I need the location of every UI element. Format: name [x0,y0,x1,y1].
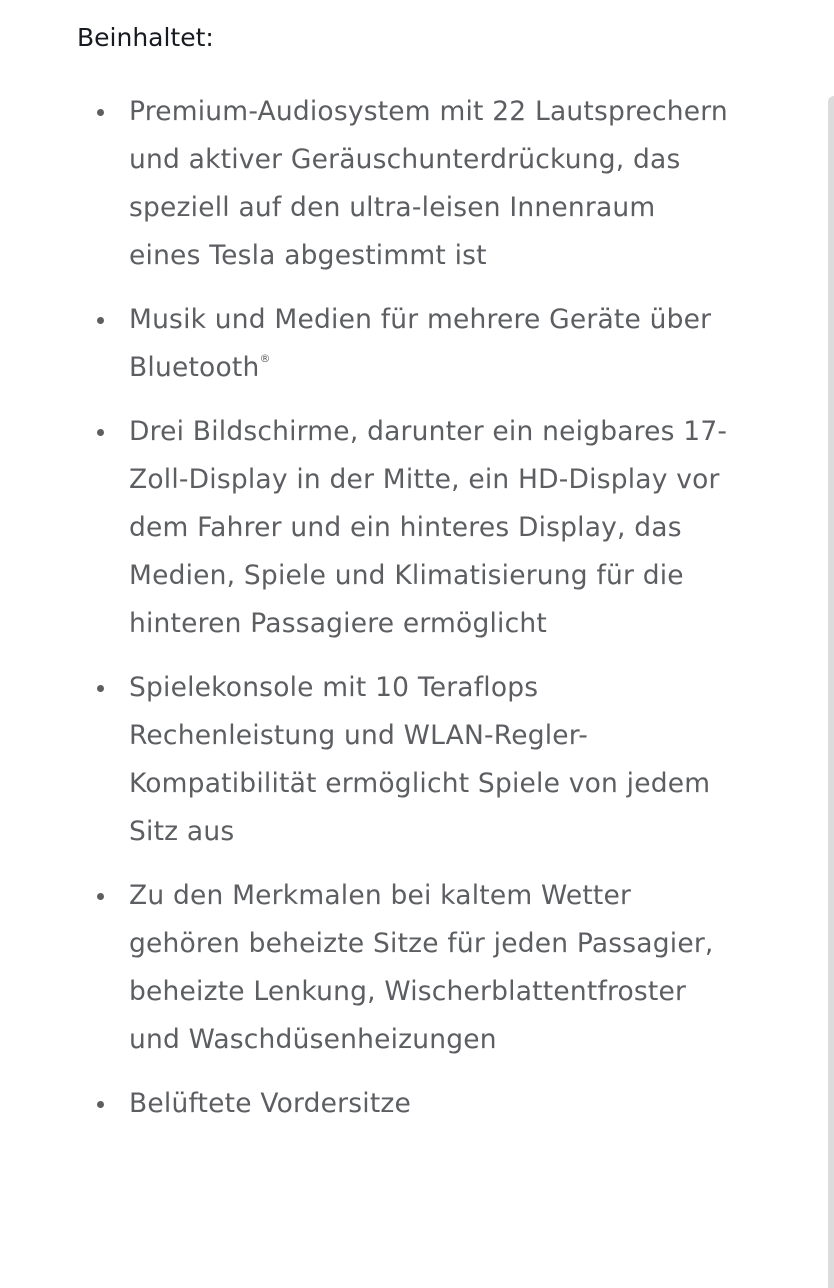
list-item [95,408,735,648]
feature-text: Musik und Medien für mehrere Geräte über Bluetooth [129,304,712,383]
bullet-icon [97,685,104,692]
section-heading: Beinhaltet: [77,23,214,52]
feature-text: Zu den Merkmalen bei kaltem Wetter gehören beheizte Sitze für jeden Passagier, beheizte Lenkung, Wischerblattentfroster und Waschdüsenheizungen [129,880,714,1055]
feature-text: Drei Bildschirme, darunter ein neigbares 17-Zoll-Display in der Mitte, ein HD-Display vor dem Fahrer und ein hinteres Display, das Medien, Spiele und Klimatisierung für die hinteren Passagiere ermöglicht [129,416,728,639]
feature-text: Belüftete Vordersitze [129,1088,412,1119]
list-item [95,296,735,392]
registered-mark: ® [259,352,271,366]
feature-text: Spielekonsole mit 10 Teraflops Rechenleistung und WLAN-Regler-Kompatibilität ermöglicht Spiele von jedem Sitz aus [129,672,711,847]
scrollbar[interactable] [828,96,834,1288]
list-item [95,1080,735,1128]
bullet-icon [97,893,104,900]
list-item [95,88,735,280]
bullet-icon [97,429,104,436]
feature-list [95,88,735,1144]
list-item [95,664,735,856]
bullet-icon [97,109,104,116]
bullet-icon [97,1101,104,1108]
feature-text: Premium-Audiosystem mit 22 Lautsprechern und aktiver Geräuschunterdrückung, das speziell auf den ultra-leisen Innenraum eines Tesla abgestimmt ist [129,96,728,271]
bullet-icon [97,317,104,324]
list-item [95,872,735,1064]
